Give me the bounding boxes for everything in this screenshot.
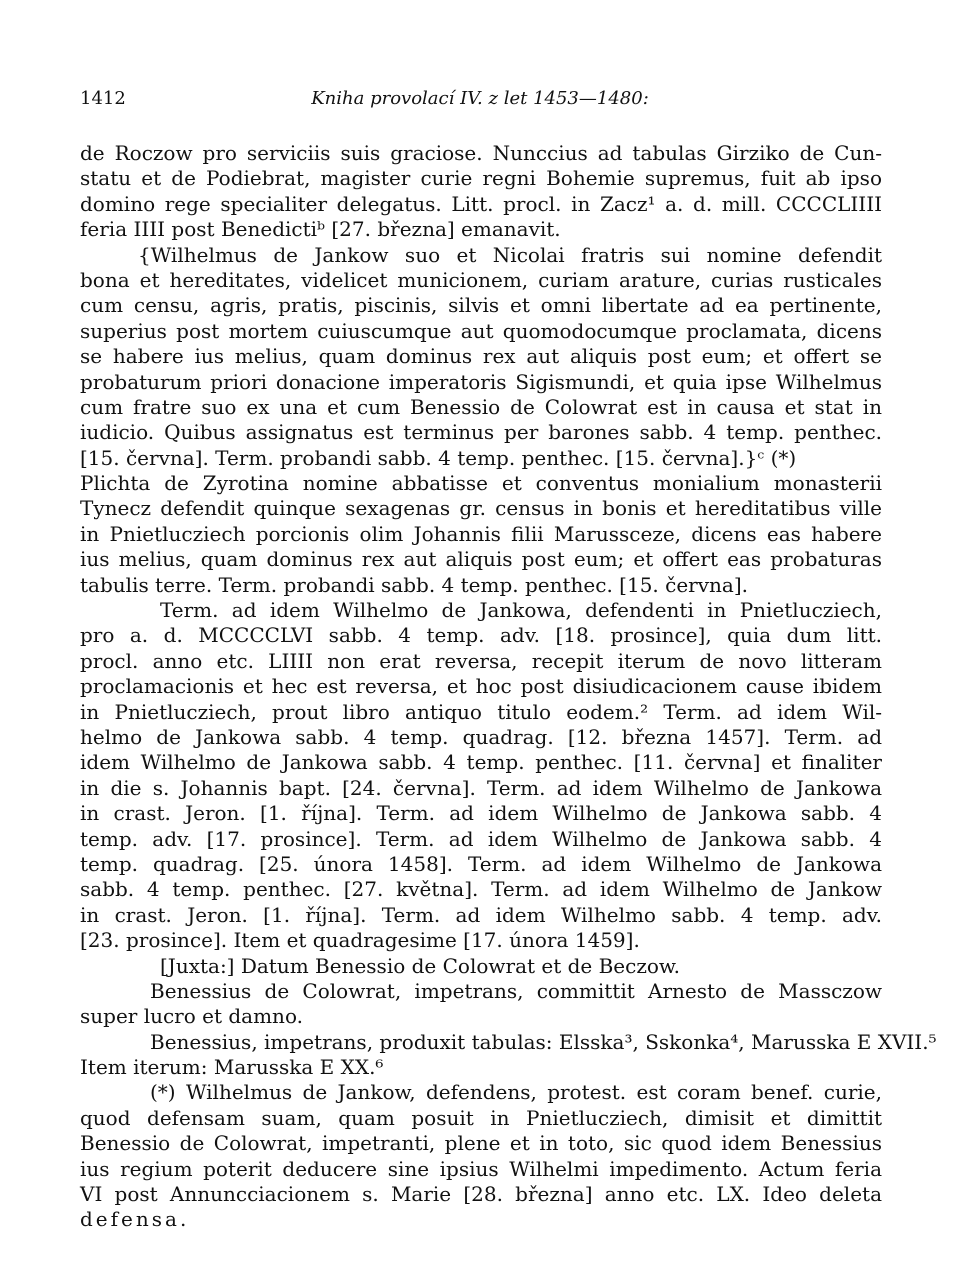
- text-line: bona et hereditates, videlicet municionem, curiam arature, curias rusticales: [80, 267, 882, 292]
- text-line: sabb. 4 temp. penthec. [27. května]. Term. ad idem Wilhelmo de Jankow: [80, 877, 882, 902]
- text-line: in crast. Jeron. [1. října]. Term. ad idem Wilhelmo de Jankowa sabb. 4: [80, 801, 882, 826]
- page-number: 1412: [80, 88, 126, 109]
- text-line: iudicio. Quibus assignatus est terminus per barones sabb. 4 temp. penthec.: [80, 420, 882, 445]
- text-line: super lucro et damno.: [80, 1004, 303, 1029]
- text-line: in die s. Johannis bapt. [24. června]. Term. ad idem Wilhelmo de Jankowa: [80, 775, 882, 800]
- text-line: feria IIII post Benedictiᵇ [27. března] emanavit.: [80, 217, 561, 242]
- text-line: de Roczow pro serviciis suis graciose. Nunccius ad tabulas Girziko de Cun-: [80, 141, 882, 165]
- text-line: se habere ius melius, quam dominus rex aut aliquis post eum; et offert se: [80, 344, 882, 369]
- text-line: Plichta de Zyrotina nomine abbatisse et conventus monialium monasterii: [80, 471, 882, 496]
- text-line: Tynecz defendit quinque sexagenas gr. census in bonis et hereditatibus ville: [80, 496, 882, 521]
- text-line: in Pnietlucziech, prout libro antiquo titulo eodem.² Term. ad idem Wil-: [80, 699, 882, 724]
- text-line: domino rege specialiter delegatus. Litt. procl. in Zacz¹ a. d. mill. CCCCLIIII: [80, 191, 882, 216]
- text-line: {Wilhelmus de Jankow suo et Nicolai fratris sui nomine defendit: [138, 242, 882, 267]
- text-line: Item iterum: Marusska E XX.⁶: [80, 1055, 384, 1080]
- text-line: Benessius, impetrans, produxit tabulas: Elsska³, Sskonka⁴, Marusska E XVII.⁵: [150, 1029, 937, 1054]
- text-line: cum censu, agris, pratis, piscinis, silvis et omni libertate ad ea pertinente,: [80, 293, 882, 318]
- text-line: quod defensam suam, quam posuit in Pnietlucziech, dimisit et dimittit: [80, 1105, 882, 1130]
- text-line: [15. června]. Term. probandi sabb. 4 temp. penthec. [15. června].}ᶜ (*): [80, 445, 797, 470]
- text-line: helmo de Jankowa sabb. 4 temp. quadrag. [12. března 1457]. Term. ad: [80, 724, 882, 749]
- text-line: in Pnietlucziech porcionis olim Johannis filii Marussceze, dicens eas habere: [80, 521, 882, 546]
- text-line: defensa.: [80, 1207, 190, 1232]
- text-line: procl. anno etc. LIIII non erat reversa, recepit iterum de novo litteram: [80, 648, 882, 673]
- text-line: superius post mortem cuiuscumque aut quomodocumque proclamata, dicens: [80, 318, 882, 343]
- text-line: ius melius, quam dominus rex aut aliquis post eum; et offert eas probaturas: [80, 547, 882, 572]
- text-line: Benessius de Colowrat, impetrans, committit Arnesto de Massczow: [150, 978, 882, 1003]
- text-line: temp. quadrag. [25. února 1458]. Term. ad idem Wilhelmo de Jankowa: [80, 851, 882, 876]
- text-line: VI post Annuncciacionem s. Marie [28. března] anno etc. LX. Ideo deleta: [80, 1182, 882, 1207]
- running-title: Kniha provolací IV. z let 1453—1480:: [311, 88, 649, 109]
- text-line: Benessio de Colowrat, impetranti, plene et in toto, sic quod idem Benessius: [80, 1131, 882, 1156]
- text-line: [23. prosince]. Item et quadragesime [17. února 1459].: [80, 928, 640, 953]
- text-line: statu et de Podiebrat, magister curie regni Bohemie supremus, fuit ab ipso: [80, 166, 882, 191]
- text-line: [Juxta:] Datum Benessio de Colowrat et de Beczow.: [160, 953, 681, 978]
- text-line: idem Wilhelmo de Jankowa sabb. 4 temp. penthec. [11. června] et finaliter: [80, 750, 882, 775]
- text-line: tabulis terre. Term. probandi sabb. 4 temp. penthec. [15. června].: [80, 572, 748, 597]
- text-line: ius regium poterit deducere sine ipsius Wilhelmi impedimento. Actum feria: [80, 1156, 882, 1181]
- body-text: [80, 141, 937, 1232]
- text-line: Term. ad idem Wilhelmo de Jankowa, defendenti in Pnietlucziech,: [160, 598, 882, 623]
- text-line: cum fratre suo ex una et cum Benessio de Colowrat est in causa et stat in: [80, 394, 882, 419]
- text-line: temp. adv. [17. prosince]. Term. ad idem Wilhelmo de Jankowa sabb. 4: [80, 826, 882, 851]
- text-line: pro a. d. MCCCCLVI sabb. 4 temp. adv. [18. prosince], quia dum litt.: [80, 623, 882, 648]
- text-line: probaturum priori donacione imperatoris Sigismundi, et quia ipse Wilhelmus: [80, 369, 882, 394]
- text-line: in crast. Jeron. [1. října]. Term. ad idem Wilhelmo sabb. 4 temp. adv.: [80, 902, 882, 927]
- text-line: (*) Wilhelmus de Jankow, defendens, protest. est coram benef. curie,: [150, 1080, 882, 1105]
- text-line: proclamacionis et hec est reversa, et hoc post disiudicacionem cause ibidem: [80, 674, 882, 699]
- page-header: [80, 88, 880, 118]
